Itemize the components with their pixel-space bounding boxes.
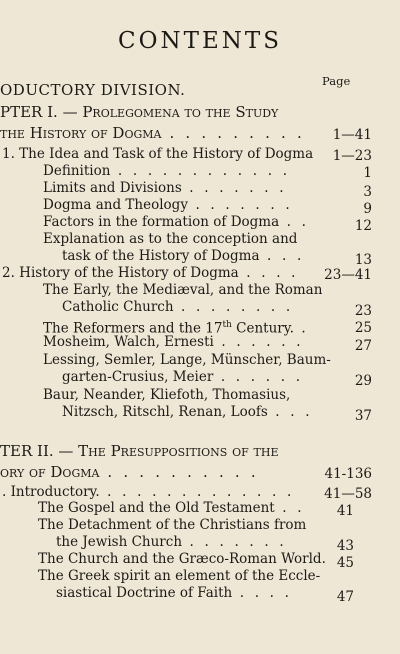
toc-entry: 1. The Idea and Task of the History of Dogma [2,146,314,162]
toc-entry: Explanation as to the conception and [43,231,298,247]
toc-page: 3 [363,184,372,200]
toc-entry-cont: task of the History of Dogma . . . [62,248,305,264]
toc-entry-cont: Nitzsch, Ritschl, Renan, Loofs . . . [62,404,313,420]
toc-entry: Limits and Divisions . . . . . . . [43,180,287,196]
toc-entry: The Early, the Mediæval, and the Roman [43,282,323,298]
page-column-header: Page [322,74,351,88]
chapter-1-heading-cont: the History of Dogma . . . . . . . . . [0,124,305,142]
toc-entry: Baur, Neander, Kliefoth, Thomasius, [43,387,291,403]
chapter-1-pages: 1—41 [332,127,372,143]
chapter-2-heading-cont: ory of Dogma . . . . . . . . . . [0,463,259,481]
toc-entry: The Reformers and the 17th Century. . [43,320,309,337]
toc-page: 13 [354,252,372,268]
toc-entry-cont: the Jewish Church . . . . . . . [56,534,287,550]
toc-page: 41—58 [324,486,372,502]
toc-page: 41 [336,503,354,519]
toc-page: 25 [354,320,372,336]
toc-entry: The Gospel and the Old Testament . . [38,500,305,516]
chapter-2-heading: TER II. — The Presuppositions of the [0,442,279,460]
chapter-2-pages: 41-136 [324,466,372,482]
toc-page: 1—23 [332,148,372,164]
division-heading: ODUCTORY DIVISION. [0,81,186,99]
toc-page: 23—41 [324,267,372,283]
toc-entry: Definition . . . . . . . . . . . . [43,163,291,179]
toc-entry: The Church and the Græco-Roman World. [38,551,326,567]
toc-page: 27 [354,338,372,354]
toc-entry: 2. History of the History of Dogma . . . . [2,265,299,281]
toc-entry: Lessing, Semler, Lange, Münscher, Baum- [43,352,331,368]
toc-entry: Dogma and Theology . . . . . . . [43,197,293,213]
toc-page: 23 [354,303,372,319]
chapter-1-heading: PTER I. — Prolegomena to the Study [0,103,279,121]
toc-entry-cont: garten-Crusius, Meier . . . . . . [62,369,304,385]
toc-page: 1 [363,165,372,181]
toc-entry-cont: siastical Doctrine of Faith . . . . [56,585,293,601]
toc-page: 45 [336,555,354,571]
toc-page: 9 [363,201,372,217]
toc-page: 47 [336,589,354,605]
toc-page: 37 [354,408,372,424]
toc-entry: Mosheim, Walch, Ernesti . . . . . . [43,334,304,350]
toc-entry: The Detachment of the Christians from [38,517,307,533]
toc-entry: . Introductory. . . . . . . . . . . . . . [2,484,295,500]
toc-page: 29 [354,373,372,389]
toc-entry: The Greek spirit an element of the Eccle- [38,568,321,584]
toc-page: 12 [354,218,372,234]
page-title: CONTENTS [118,28,282,54]
toc-entry: Factors in the formation of Dogma . . [43,214,310,230]
toc-entry-cont: Catholic Church . . . . . . . . [62,299,294,315]
toc-page: 43 [336,538,354,554]
